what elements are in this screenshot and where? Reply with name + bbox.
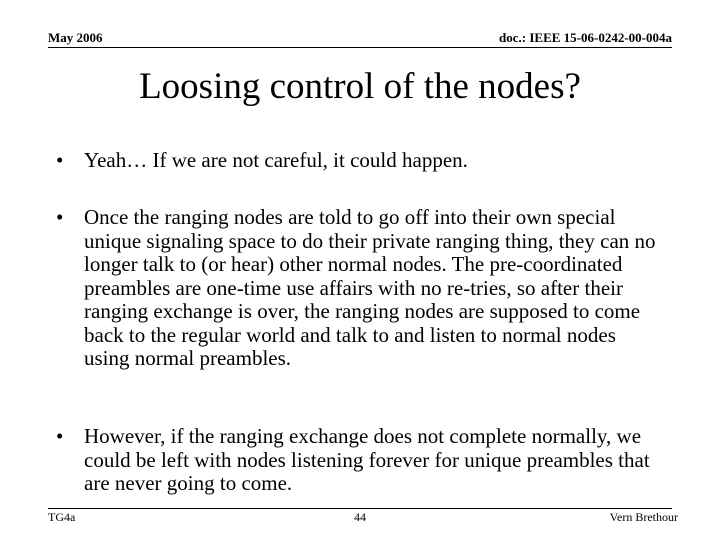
footer-group-label: TG4a	[48, 510, 76, 524]
bullet-text: However, if the ranging exchange does not complete normally, we could be left with nodes listening forever for unique preambles that are never going to come.	[84, 424, 650, 495]
bullet-item	[56, 425, 656, 496]
bullet-item	[56, 206, 656, 371]
bullet-item	[56, 149, 656, 173]
slide-title: Loosing control of the nodes?	[139, 66, 581, 107]
footer-rule	[48, 508, 672, 509]
header-doc-id: doc.: IEEE 15-06-0242-00-004a	[499, 30, 672, 45]
footer-author: Vern Brethour	[609, 510, 678, 524]
footer-page-number: 44	[354, 510, 366, 524]
header-rule	[48, 47, 672, 48]
bullet-marker: •	[56, 148, 64, 172]
header-date: May 2006	[48, 30, 103, 45]
bullet-marker: •	[56, 205, 64, 229]
bullet-text: Once the ranging nodes are told to go off into their own special unique signaling space to do their private ranging thing, they can no longer talk to (or hear) other normal nodes. The pre-coordinated preambles are one-time use affairs with no re-tries, so after their ranging exchange is over, the ranging nodes are supposed to come back to the regular world and talk to and listen to normal nodes using normal preambles.	[84, 205, 656, 370]
bullet-marker: •	[56, 424, 64, 448]
bullet-text: Yeah… If we are not careful, it could happen.	[84, 148, 468, 172]
